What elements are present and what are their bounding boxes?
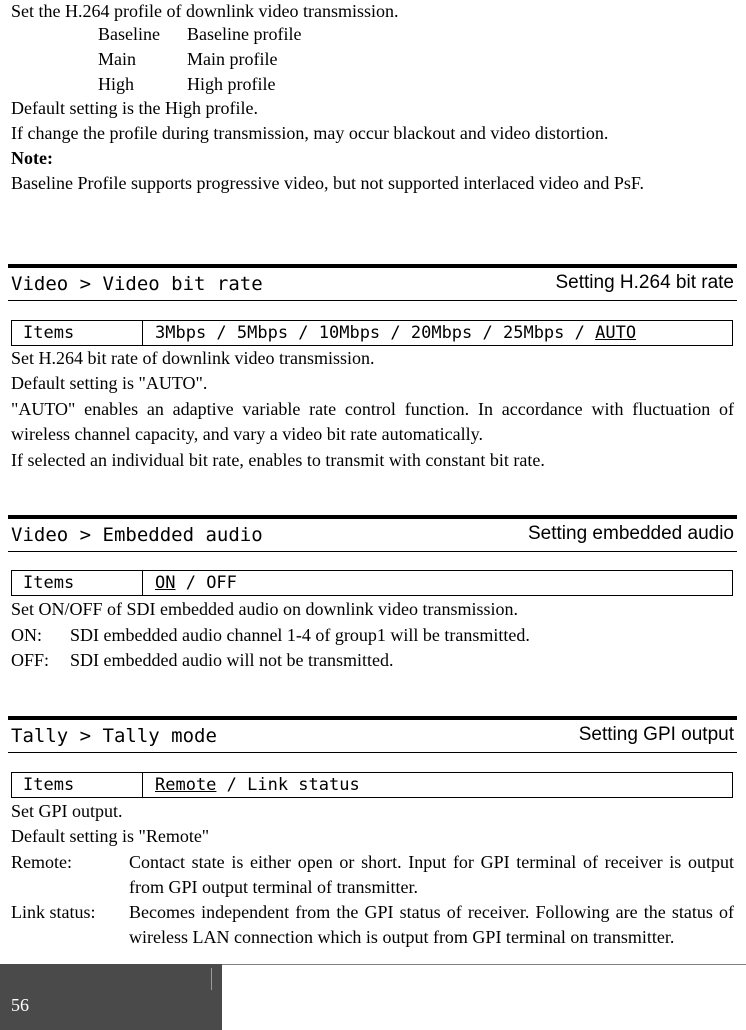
bitrate-section-title: Setting H.264 bit rate (555, 272, 734, 293)
audio-menu-path: Video > Embedded audio (11, 524, 263, 546)
bitrate-line-3: "AUTO" enables an adaptive variable rate control function. In accordance with fluctuation of wireless channel capacity, and vary a video bit rate automatically. (11, 399, 734, 444)
audio-other-option: / OFF (175, 573, 237, 593)
tally-menu-path: Tally > Tally mode (11, 725, 217, 747)
header-rule-top (8, 264, 737, 268)
tally-term-remote-desc: Contact state is either open or short. Input for GPI terminal of receiver is output from GPI output terminal of transmitter. (129, 852, 734, 897)
profile-code-main: Main (98, 49, 136, 69)
audio-section-header (8, 515, 737, 552)
bitrate-options (155, 321, 636, 345)
bitrate-line-4: If selected an individual bit rate, enables to transmit with constant bit rate. (11, 450, 545, 470)
footer-divider (211, 968, 212, 990)
footer-page-tab (0, 964, 222, 1030)
audio-section-title: Setting embedded audio (528, 523, 734, 544)
bitrate-line-1: Set H.264 bit rate of downlink video transmission. (11, 348, 375, 368)
tally-section-header (8, 716, 737, 753)
tally-items-table (11, 772, 733, 798)
note-text: Baseline Profile supports progressive video, but not supported interlaced video and PsF. (11, 173, 644, 193)
header-rule-bottom (8, 752, 737, 753)
audio-options (155, 571, 237, 595)
tally-other-option: / Link status (216, 775, 360, 795)
profile-code-high: High (98, 74, 134, 94)
profile-desc-baseline: Baseline profile (187, 24, 302, 44)
note-label: Note: (11, 148, 53, 168)
tally-items-label: Items (12, 773, 143, 797)
audio-term-off-desc: SDI embedded audio will not be transmitted. (70, 650, 394, 670)
profile-desc-main: Main profile (187, 49, 278, 69)
audio-term-on: ON: (11, 625, 42, 645)
audio-items-label: Items (12, 571, 143, 595)
header-rule-top (8, 716, 737, 720)
tally-options (155, 773, 360, 797)
header-rule-top (8, 515, 737, 519)
footer-rule (222, 964, 746, 965)
tally-section-title: Setting GPI output (578, 724, 734, 745)
profile-intro: Set the H.264 profile of downlink video transmission. (11, 1, 399, 21)
profile-warning: If change the profile during transmission, may occur blackout and video distortion. (11, 123, 609, 143)
bitrate-menu-path: Video > Video bit rate (11, 273, 263, 295)
tally-term-link-status-desc: Becomes independent from the GPI status of receiver. Following are the status of wireless LAN connection which is output from GPI terminal on transmitter. (129, 902, 734, 947)
audio-items-table (11, 570, 733, 596)
bitrate-items-table (11, 320, 733, 346)
audio-line-1: Set ON/OFF of SDI embedded audio on downlink video transmission. (11, 599, 518, 619)
bitrate-line-2: Default setting is "AUTO". (11, 373, 208, 393)
bitrate-section-header (8, 264, 737, 301)
header-rule-bottom (8, 300, 737, 301)
tally-default-option: Remote (155, 775, 217, 795)
audio-default-option: ON (155, 573, 176, 593)
header-rule-bottom (8, 551, 737, 552)
tally-term-link-status: Link status: (11, 902, 96, 922)
tally-line-1: Set GPI output. (11, 801, 123, 821)
bitrate-options-list: 3Mbps / 5Mbps / 10Mbps / 20Mbps / 25Mbps / (155, 323, 596, 343)
bitrate-items-label: Items (12, 321, 143, 345)
profile-desc-high: High profile (187, 74, 276, 94)
audio-term-off: OFF: (11, 650, 50, 670)
audio-term-on-desc: SDI embedded audio channel 1-4 of group1 will be transmitted. (70, 625, 530, 645)
profile-default: Default setting is the High profile. (11, 98, 258, 118)
profile-code-baseline: Baseline (98, 24, 160, 44)
page-number: 56 (11, 995, 29, 1015)
tally-term-remote: Remote: (11, 852, 72, 872)
tally-line-2: Default setting is "Remote" (11, 826, 210, 846)
bitrate-default-option: AUTO (595, 323, 637, 343)
